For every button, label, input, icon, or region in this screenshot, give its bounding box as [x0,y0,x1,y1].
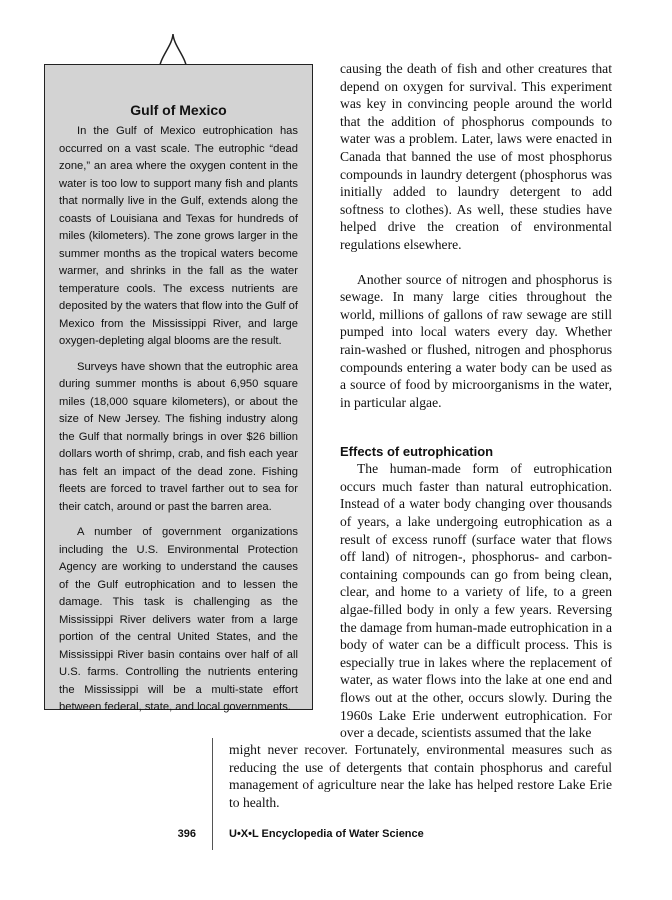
margin-rule [212,738,213,850]
sidebar-paragraph: In the Gulf of Mexico eutrophication has occurred on a vast scale. The eutrophic “dead zone,” an area where the oxygen content in the water is too low to support many fish and plants that normally live in the Gulf, extends along the coasts of Louisiana and Texas for hundreds of miles (kilometers). The zone grows larger in the summer months as the tropical waters become warmer, and shrinks in the fall as the water temperature cools. The excess nutrients are deposited by the waters that flow into the Gulf of Mexico from the Mississippi River, and large oxygen-depleting algal blooms are the result. [59,125,298,347]
sidebar-box [44,64,313,713]
body-paragraph: The human-made form of eutrophication occurs much faster than natural eutrophication. Instead of a water body changing over thousands of years, a lake undergoing eutrophication as a result of excess runoff (surface water that flows off land) of nitrogen-, phosphorus- and carbon-containing compounds can go from being clean, clear, and home to a variety of life, to a green algae-filled body in only a few years. Reversing the damage from human-made eutrophication in a body of water can be a difficult process. This is especially true in lakes where the replacement of water, as water flows into the lake at one end and flows out at the other, occurs slowly. During the 1960s Lake Erie underwent eutrophication. For over a decade, scientists assumed that the lake [340,461,612,741]
page-number: 396 [177,828,196,840]
sidebar-paragraph: A number of government organizations including the U.S. Environmental Protection Agency are working to understand the causes of the Gulf eutrophication and to lessen the damage. This task is challenging as the Mississippi River delivers water from a large portion of the central United States, and the Mississippi River basin contains over half of all U.S. farms. Controlling the nutrients entering the Mississippi will be a multi-state effort between federal, state, and local governments. [59,526,298,713]
sidebar-title: Gulf of Mexico [130,102,227,118]
body-paragraph-continued: might never recover. Fortunately, environmental measures such as reducing the use of detergents that contain phosphorus and careful management of agriculture near the lake has helped restore Lake Erie to health. [229,742,612,810]
sidebar-paragraph: Surveys have shown that the eutrophic area during summer months is about 6,950 square miles (18,000 square kilometers), or about the size of New Jersey. The fishing industry along the Gulf that normally brings in over $26 billion dollars worth of shrimp, crab, and fish each year has felt an impact of the dead zone. Fishing fleets are forced to travel farther out to sea for their catch, around or past the barren area. [59,360,298,513]
body-paragraph: causing the death of fish and other creatures that depend on oxygen for survival. This experiment was key in convincing people around the world that the addition of phosphorus compounds to water was a problem. Later, laws were enacted in Canada that banned the use of most phosphorus compounds in laundry detergent (phosphorus was initially added to laundry detergent to add softness to clothes). As well, these studies have helped drive the creation of environmental regulations elsewhere. [340,61,612,252]
book-title: U•X•L Encyclopedia of Water Science [229,828,424,840]
section-heading: Effects of eutrophication [340,444,494,460]
body-paragraph: Another source of nitrogen and phosphorus is sewage. In many large cities throughout the world, millions of gallons of raw sewage are still pumped into local waters every day. Whether rain-washed or flushed, nitrogen and phosphorus compounds entering a water body can be used as a source of food by microorganisms in the water, in particular algae. [340,271,612,410]
main-column [340,60,612,742]
